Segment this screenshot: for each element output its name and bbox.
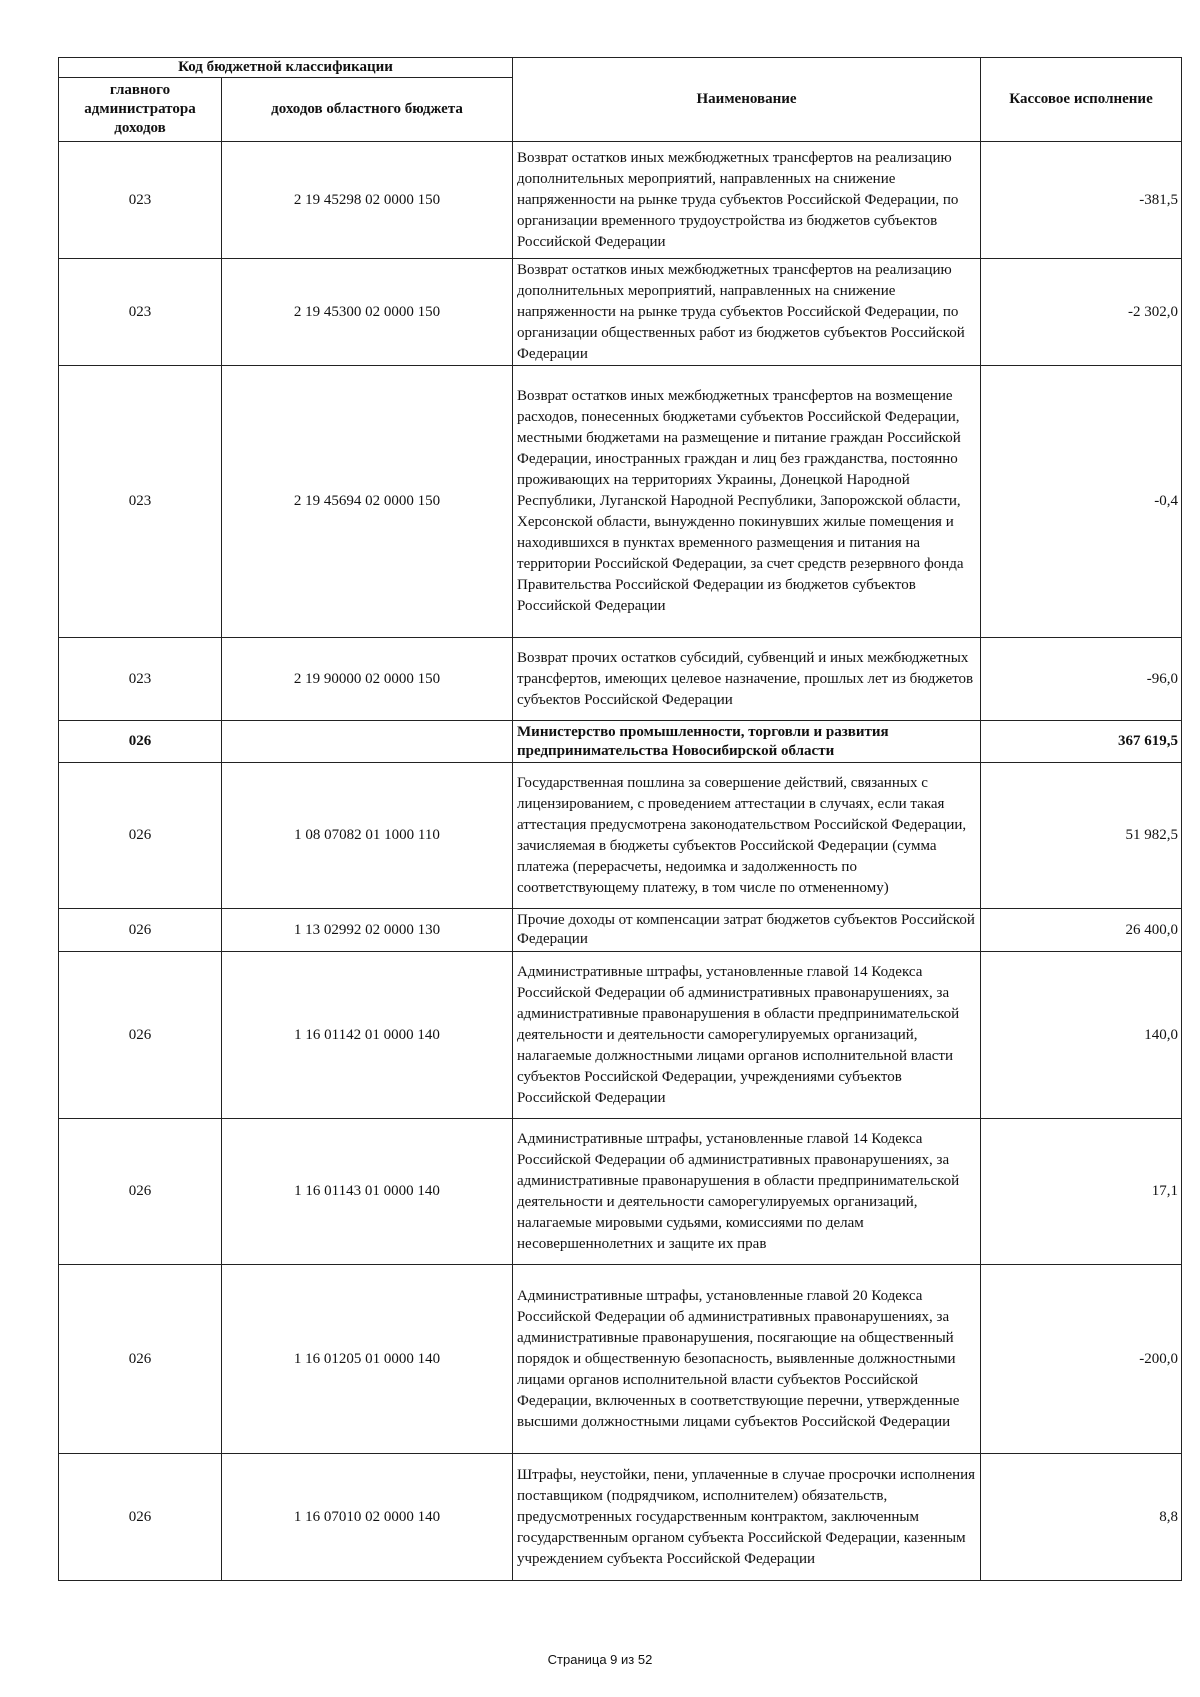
cell-name: Штрафы, неустойки, пени, уплаченные в случае просрочки исполнения поставщиком (подрядчиком, исполнителем) обязательств, предусмотренных государственным контрактом, заключенным государственным органом субъекта Российской Федерации, казенным учреждением субъекта Российской Федерации [513, 1454, 981, 1581]
cell-amount: 17,1 [981, 1119, 1182, 1265]
header-code: доходов областного бюджета [222, 78, 513, 142]
cell-admin: 026 [59, 909, 222, 952]
table-row [59, 366, 1182, 638]
cell-code: 1 16 01205 01 0000 140 [222, 1265, 513, 1454]
cell-code: 1 16 01142 01 0000 140 [222, 952, 513, 1119]
table-row [59, 1265, 1182, 1454]
table-row [59, 259, 1182, 366]
cell-code: 1 16 07010 02 0000 140 [222, 1454, 513, 1581]
cell-name: Прочие доходы от компенсации затрат бюджетов субъектов Российской Федерации [513, 909, 981, 952]
cell-code: 1 16 01143 01 0000 140 [222, 1119, 513, 1265]
cell-admin: 026 [59, 952, 222, 1119]
cell-amount: 51 982,5 [981, 763, 1182, 909]
cell-admin: 026 [59, 721, 222, 763]
cell-code [222, 721, 513, 763]
header-amount: Кассовое исполнение [981, 58, 1182, 142]
cell-name: Министерство промышленности, торговли и развития предпринимательства Новосибирской области [513, 721, 981, 763]
header-name: Наименование [513, 58, 981, 142]
cell-name: Возврат прочих остатков субсидий, субвенций и иных межбюджетных трансфертов, имеющих целевое назначение, прошлых лет из бюджетов субъектов Российской Федерации [513, 638, 981, 721]
table-row [59, 638, 1182, 721]
cell-amount: 26 400,0 [981, 909, 1182, 952]
cell-admin: 023 [59, 259, 222, 366]
cell-name: Возврат остатков иных межбюджетных трансфертов на реализацию дополнительных мероприятий, направленных на снижение напряженности на рынке труда субъектов Российской Федерации, по организации общественных работ из бюджетов субъектов Российской Федерации [513, 259, 981, 366]
cell-admin: 026 [59, 1454, 222, 1581]
table-row-ministry [59, 721, 1182, 763]
cell-name: Возврат остатков иных межбюджетных трансфертов на возмещение расходов, понесенных бюджетами субъектов Российской Федерации, местными бюджетами на размещение и питание граждан Российской Федерации, иностранных граждан и лиц без гражданства, постоянно проживающих на территориях Украины, Донецкой Народной Республики, Луганской Народной Республики, Запорожской области, Херсонской области, вынужденно покинувших жилые помещения и находившихся в пунктах временного размещения и питания на территории Российской Федерации, за счет средств резервного фонда Правительства Российской Федерации из бюджетов субъектов Российской Федерации [513, 366, 981, 638]
cell-admin: 026 [59, 1265, 222, 1454]
cell-amount: 8,8 [981, 1454, 1182, 1581]
cell-code: 1 08 07082 01 1000 110 [222, 763, 513, 909]
table-row [59, 1119, 1182, 1265]
cell-code: 1 13 02992 02 0000 130 [222, 909, 513, 952]
budget-page [58, 57, 1182, 1581]
cell-admin: 023 [59, 366, 222, 638]
cell-name: Государственная пошлина за совершение действий, связанных с лицензированием, с проведением аттестации в случаях, если такая аттестация предусмотрена законодательством Российской Федерации, зачисляемая в бюджеты субъектов Российской Федерации (сумма платежа (перерасчеты, недоимка и задолженность по соответствующему платежу, в том числе по отмененному) [513, 763, 981, 909]
cell-name: Возврат остатков иных межбюджетных трансфертов на реализацию дополнительных мероприятий, направленных на снижение напряженности на рынке труда субъектов Российской Федерации, по организации временного трудоустройства из бюджетов субъектов Российской Федерации [513, 142, 981, 259]
cell-admin: 026 [59, 1119, 222, 1265]
cell-name: Административные штрафы, установленные главой 14 Кодекса Российской Федерации об административных правонарушениях, за административные правонарушения в области предпринимательской деятельности и деятельности саморегулируемых организаций, налагаемые должностными лицами органов исполнительной власти субъектов Российской Федерации, учреждениями субъектов Российской Федерации [513, 952, 981, 1119]
header-admin: главного администратора доходов [59, 78, 222, 142]
cell-admin: 023 [59, 142, 222, 259]
cell-code: 2 19 45300 02 0000 150 [222, 259, 513, 366]
table-row [59, 1454, 1182, 1581]
cell-amount: -381,5 [981, 142, 1182, 259]
page-number: Страница 9 из 52 [547, 1652, 653, 1667]
table-row [59, 952, 1182, 1119]
cell-amount: -2 302,0 [981, 259, 1182, 366]
cell-admin: 023 [59, 638, 222, 721]
cell-admin: 026 [59, 763, 222, 909]
cell-code: 2 19 45298 02 0000 150 [222, 142, 513, 259]
budget-table [58, 57, 1182, 1581]
table-row [59, 142, 1182, 259]
cell-name: Административные штрафы, установленные главой 14 Кодекса Российской Федерации об административных правонарушениях, за административные правонарушения в области предпринимательской деятельности и деятельности саморегулируемых организаций, налагаемые мировыми судьями, комиссиями по делам несовершеннолетних и защите их прав [513, 1119, 981, 1265]
header-budget-code-group: Код бюджетной классификации [59, 58, 513, 78]
cell-code: 2 19 45694 02 0000 150 [222, 366, 513, 638]
cell-amount: 140,0 [981, 952, 1182, 1119]
cell-amount: -200,0 [981, 1265, 1182, 1454]
cell-amount: 367 619,5 [981, 721, 1182, 763]
cell-name: Административные штрафы, установленные главой 20 Кодекса Российской Федерации об административных правонарушениях, за административные правонарушения, посягающие на общественный порядок и общественную безопасность, выявленные должностными лицами органов исполнительной власти субъектов Российской Федерации, включенных в соответствующие перечни, утвержденные высшими должностными лицами субъектов Российской Федерации [513, 1265, 981, 1454]
cell-amount: -0,4 [981, 366, 1182, 638]
cell-amount: -96,0 [981, 638, 1182, 721]
table-row [59, 909, 1182, 952]
cell-code: 2 19 90000 02 0000 150 [222, 638, 513, 721]
table-row [59, 763, 1182, 909]
